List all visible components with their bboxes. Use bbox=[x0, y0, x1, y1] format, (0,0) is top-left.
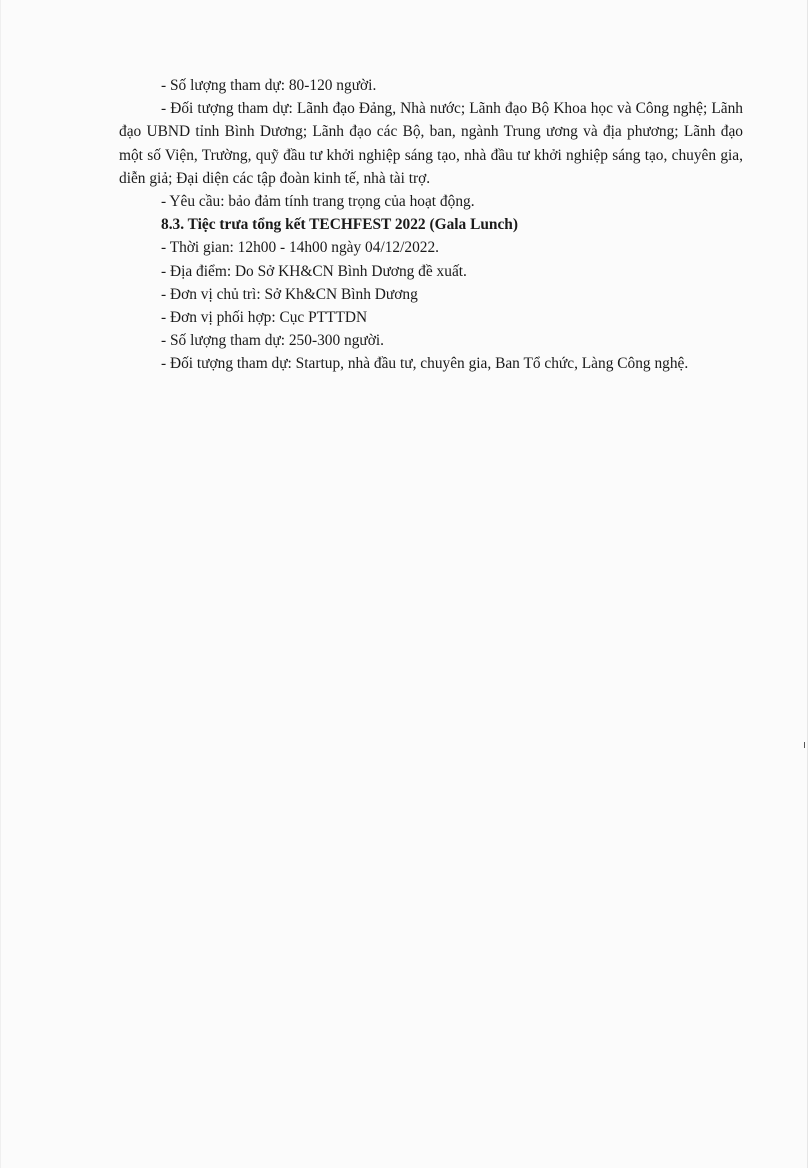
section-heading: 8.3. Tiệc trưa tổng kết TECHFEST 2022 (Gala Lunch) bbox=[161, 216, 518, 234]
attendance-count-line-2: - Số lượng tham dự: 250-300 người. bbox=[161, 332, 384, 350]
attendees-line: - Đối tượng tham dự: Lãnh đạo Đảng, Nhà nước; Lãnh đạo Bộ Khoa học và Công nghệ; Lãnh đạo UBND tỉnh Bình Dương; Lãnh đạo các Bộ, ban, ngành Trung ương và địa phương; Lãnh đạo một số Viện, Trường, quỹ đầu tư khởi nghiệp sáng tạo, nhà đầu tư khởi nghiệp sáng tạo, chuyên gia, diễn giả; Đại diện các tập đoàn kinh tế, nhà tài trợ. bbox=[119, 100, 743, 187]
document-body bbox=[119, 74, 743, 376]
scan-mark bbox=[804, 742, 805, 748]
requirement-line: - Yêu cầu: bảo đảm tính trang trọng của hoạt động. bbox=[161, 193, 475, 211]
attendees-line-2: - Đối tượng tham dự: Startup, nhà đầu tư, chuyên gia, Ban Tổ chức, Làng Công nghệ. bbox=[161, 355, 689, 373]
attendance-count-line: - Số lượng tham dự: 80-120 người. bbox=[161, 77, 377, 94]
coordinating-unit-line: - Đơn vị phối hợp: Cục PTTTDN bbox=[161, 309, 368, 327]
host-unit-line: - Đơn vị chủ trì: Sở Kh&CN Bình Dương bbox=[161, 285, 418, 303]
time-line: - Thời gian: 12h00 - 14h00 ngày 04/12/2022. bbox=[161, 239, 440, 257]
location-line: - Địa điểm: Do Sở KH&CN Bình Dương đề xuất. bbox=[161, 262, 467, 280]
